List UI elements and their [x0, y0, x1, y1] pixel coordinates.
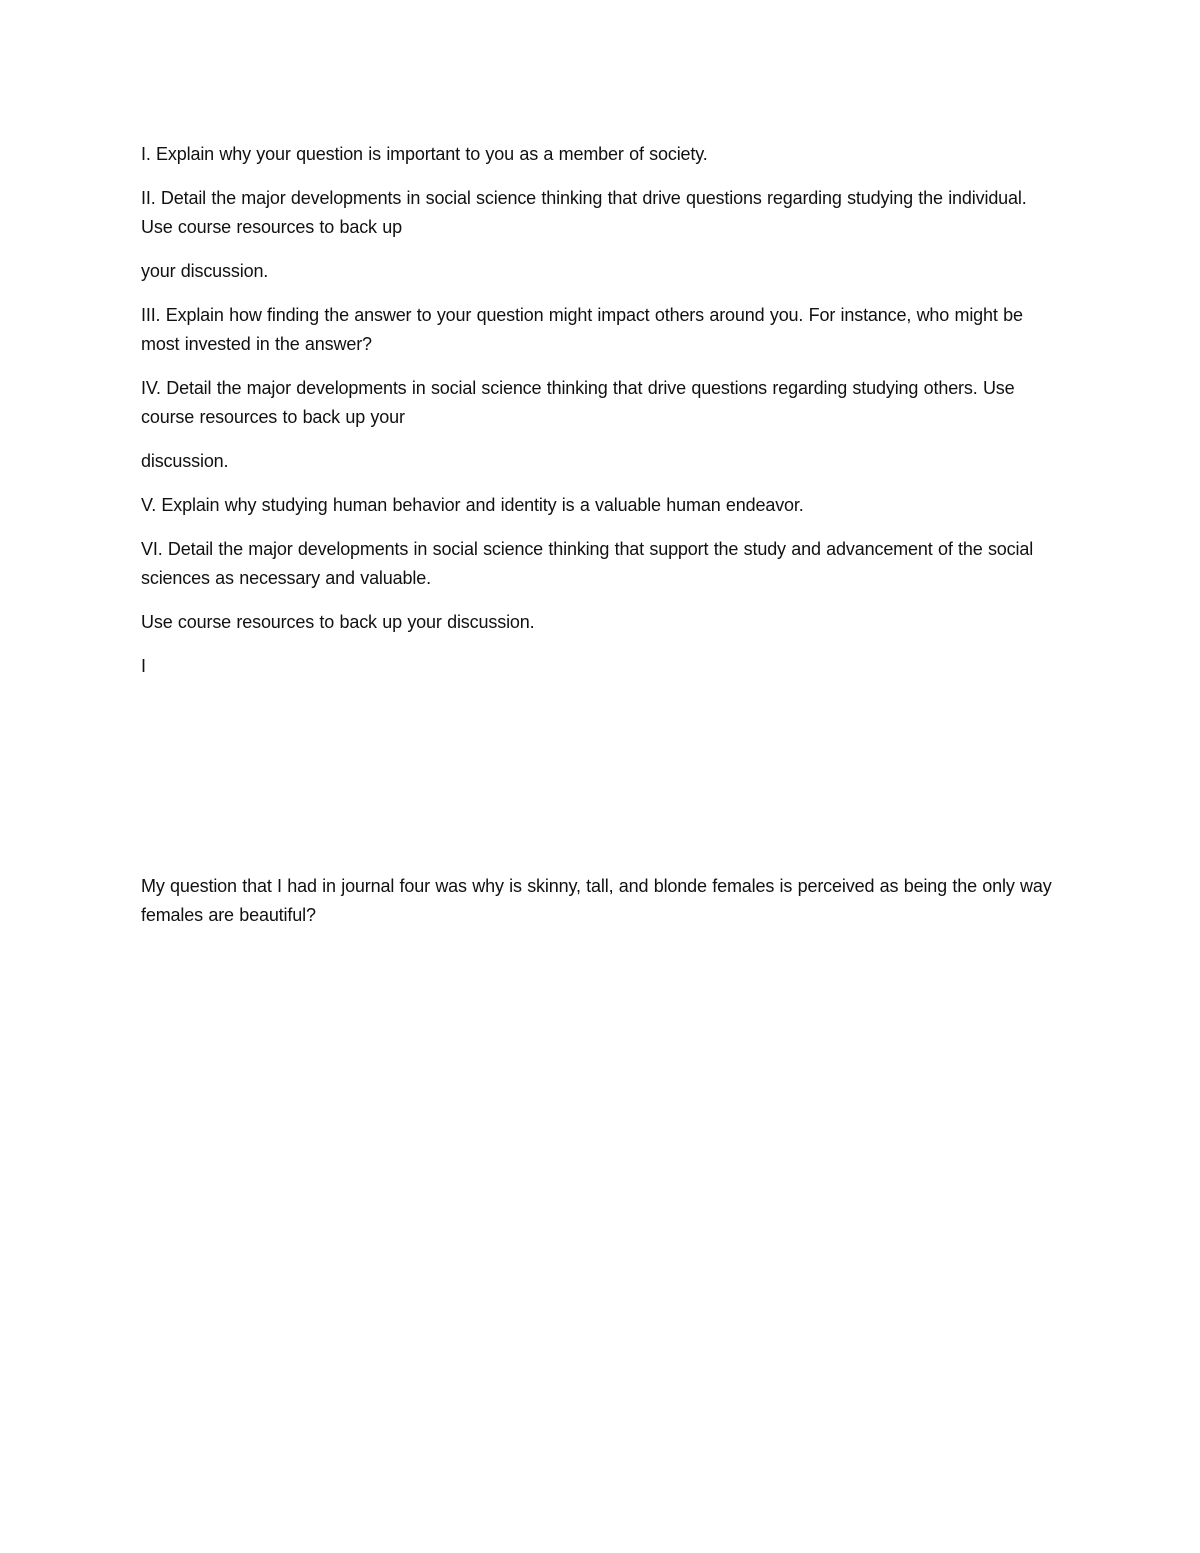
prompt-5: V. Explain why studying human behavior and identity is a valuable human endeavor. — [141, 495, 804, 515]
prompt-4-continuation: discussion. — [141, 451, 229, 471]
prompt-6-continuation: Use course resources to back up your discussion. — [141, 612, 535, 632]
prompt-6: VI. Detail the major developments in social science thinking that support the study and advancement of the social sciences as necessary and valuable. — [141, 539, 1034, 588]
prompt-2: II. Detail the major developments in social science thinking that drive questions regarding studying the individual. Use course resources to back up — [141, 188, 1027, 237]
answer-section — [141, 872, 1061, 930]
stray-character: I — [141, 656, 146, 676]
prompt-list — [141, 140, 1061, 681]
prompt-4: IV. Detail the major developments in social science thinking that drive questions regarding studying others. Use course resources to back up your — [141, 378, 1015, 427]
prompt-2-continuation: your discussion. — [141, 261, 269, 281]
answer-text: My question that I had in journal four was why is skinny, tall, and blonde females is perceived as being the only way females are beautiful? — [141, 876, 1052, 925]
prompt-1: I. Explain why your question is important to you as a member of society. — [141, 144, 708, 164]
prompt-3: III. Explain how finding the answer to your question might impact others around you. For instance, who might be most invested in the answer? — [141, 305, 1023, 354]
